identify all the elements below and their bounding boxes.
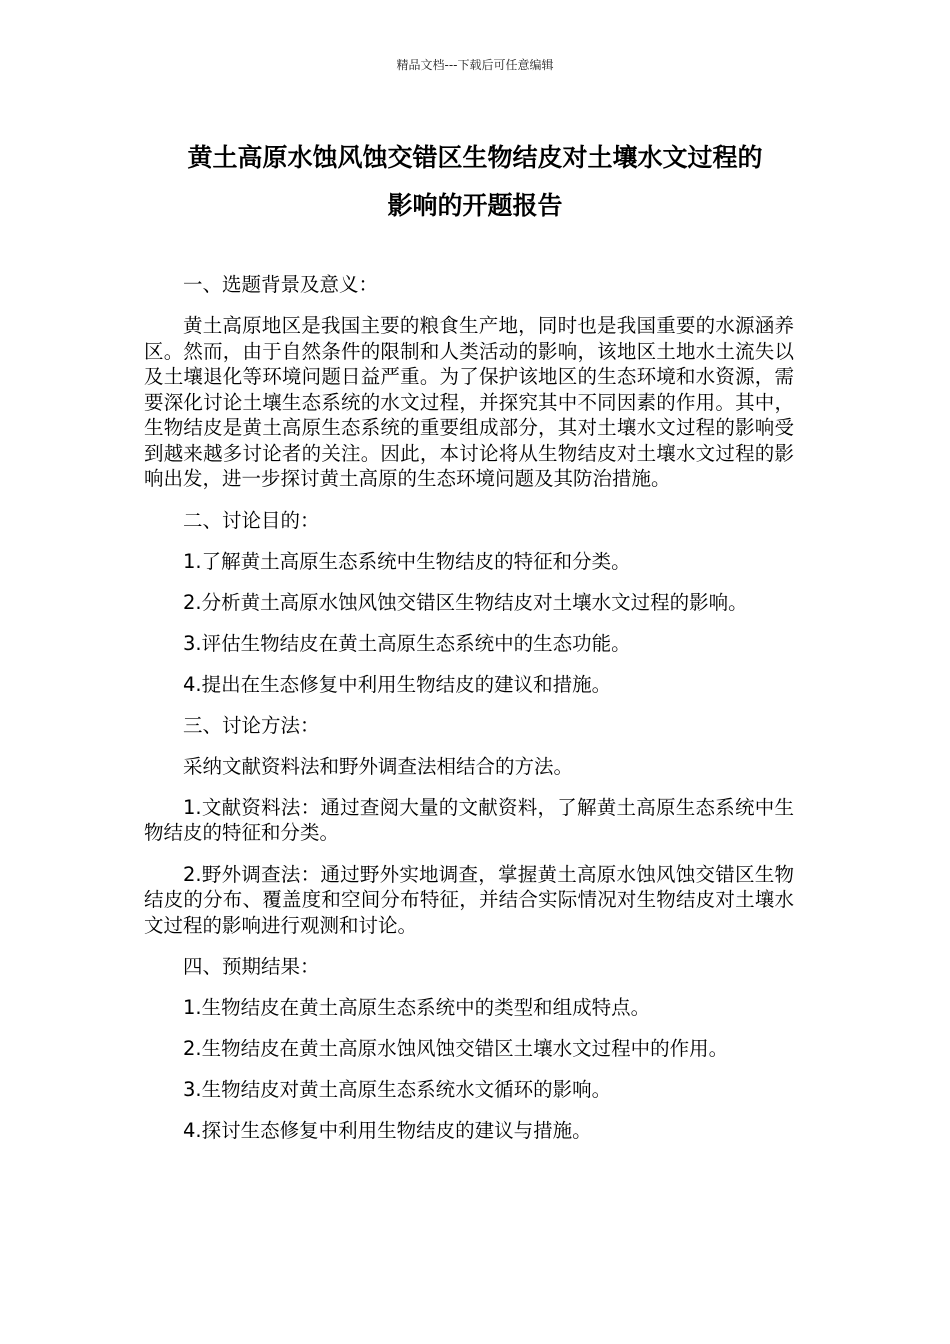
result-item-4: 4.探讨生态修复中利用生物结皮的建议与措施。 xyxy=(183,1119,592,1142)
section-heading-methods: 三、讨论方法： xyxy=(183,713,320,737)
document-title xyxy=(140,137,810,227)
section-heading-objectives: 二、讨论目的： xyxy=(183,508,320,532)
result-item-1: 1.生物结皮在黄土高原生态系统中的类型和组成特点。 xyxy=(183,996,651,1019)
page-header: 精品文档---下载后可任意编辑 xyxy=(396,58,554,72)
method-item-1: 1.文献资料法：通过查阅大量的文献资料，了解黄土高原生态系统中生物结皮的特征和分类。 xyxy=(144,795,794,844)
paragraph-background: 黄土高原地区是我国主要的粮食生产地，同时也是我国重要的水源涵养区。然而，由于自然条件的限制和人类活动的影响，该地区土地水土流失以及土壤退化等环境问题日益严重。为了保护该地区的生态环境和水资源，需要深化讨论土壤生态系统的水文过程，并探究其中不同因素的作用。其中，生物结皮是黄土高原生态系统的重要组成部分，其对土壤水文过程的影响受到越来越多讨论者的关注。因此，本讨论将从生物结皮对土壤水文过程的影响出发，进一步探讨黄土高原的生态环境问题及其防治措施。 xyxy=(144,314,794,490)
methods-intro: 采纳文献资料法和野外调查法相结合的方法。 xyxy=(183,754,574,778)
section-heading-expected-results: 四、预期结果： xyxy=(183,955,320,978)
document-body xyxy=(144,272,794,1159)
objective-item-4: 4.提出在生态修复中利用生物结皮的建议和措施。 xyxy=(183,672,612,696)
objective-item-3: 3.评估生物结皮在黄土高原生态系统中的生态功能。 xyxy=(183,631,631,655)
title-line-2: 影响的开题报告 xyxy=(387,191,563,220)
method-item-2: 2.野外调查法：通过野外实地调查，掌握黄土高原水蚀风蚀交错区生物结皮的分布、覆盖度和空间分布特征，并结合实际情况对生物结皮对土壤水文过程的影响进行观测和讨论。 xyxy=(144,862,794,937)
title-line-1: 黄土高原水蚀风蚀交错区生物结皮对土壤水文过程的 xyxy=(187,143,763,172)
result-item-3: 3.生物结皮对黄土高原生态系统水文循环的影响。 xyxy=(183,1078,612,1101)
section-heading-background: 一、选题背景及意义： xyxy=(183,273,379,296)
result-item-2: 2.生物结皮在黄土高原水蚀风蚀交错区土壤水文过程中的作用。 xyxy=(183,1037,729,1060)
objective-item-1: 1.了解黄土高原生态系统中生物结皮的特征和分类。 xyxy=(183,549,631,573)
objective-item-2: 2.分析黄土高原水蚀风蚀交错区生物结皮对土壤水文过程的影响。 xyxy=(183,590,748,614)
